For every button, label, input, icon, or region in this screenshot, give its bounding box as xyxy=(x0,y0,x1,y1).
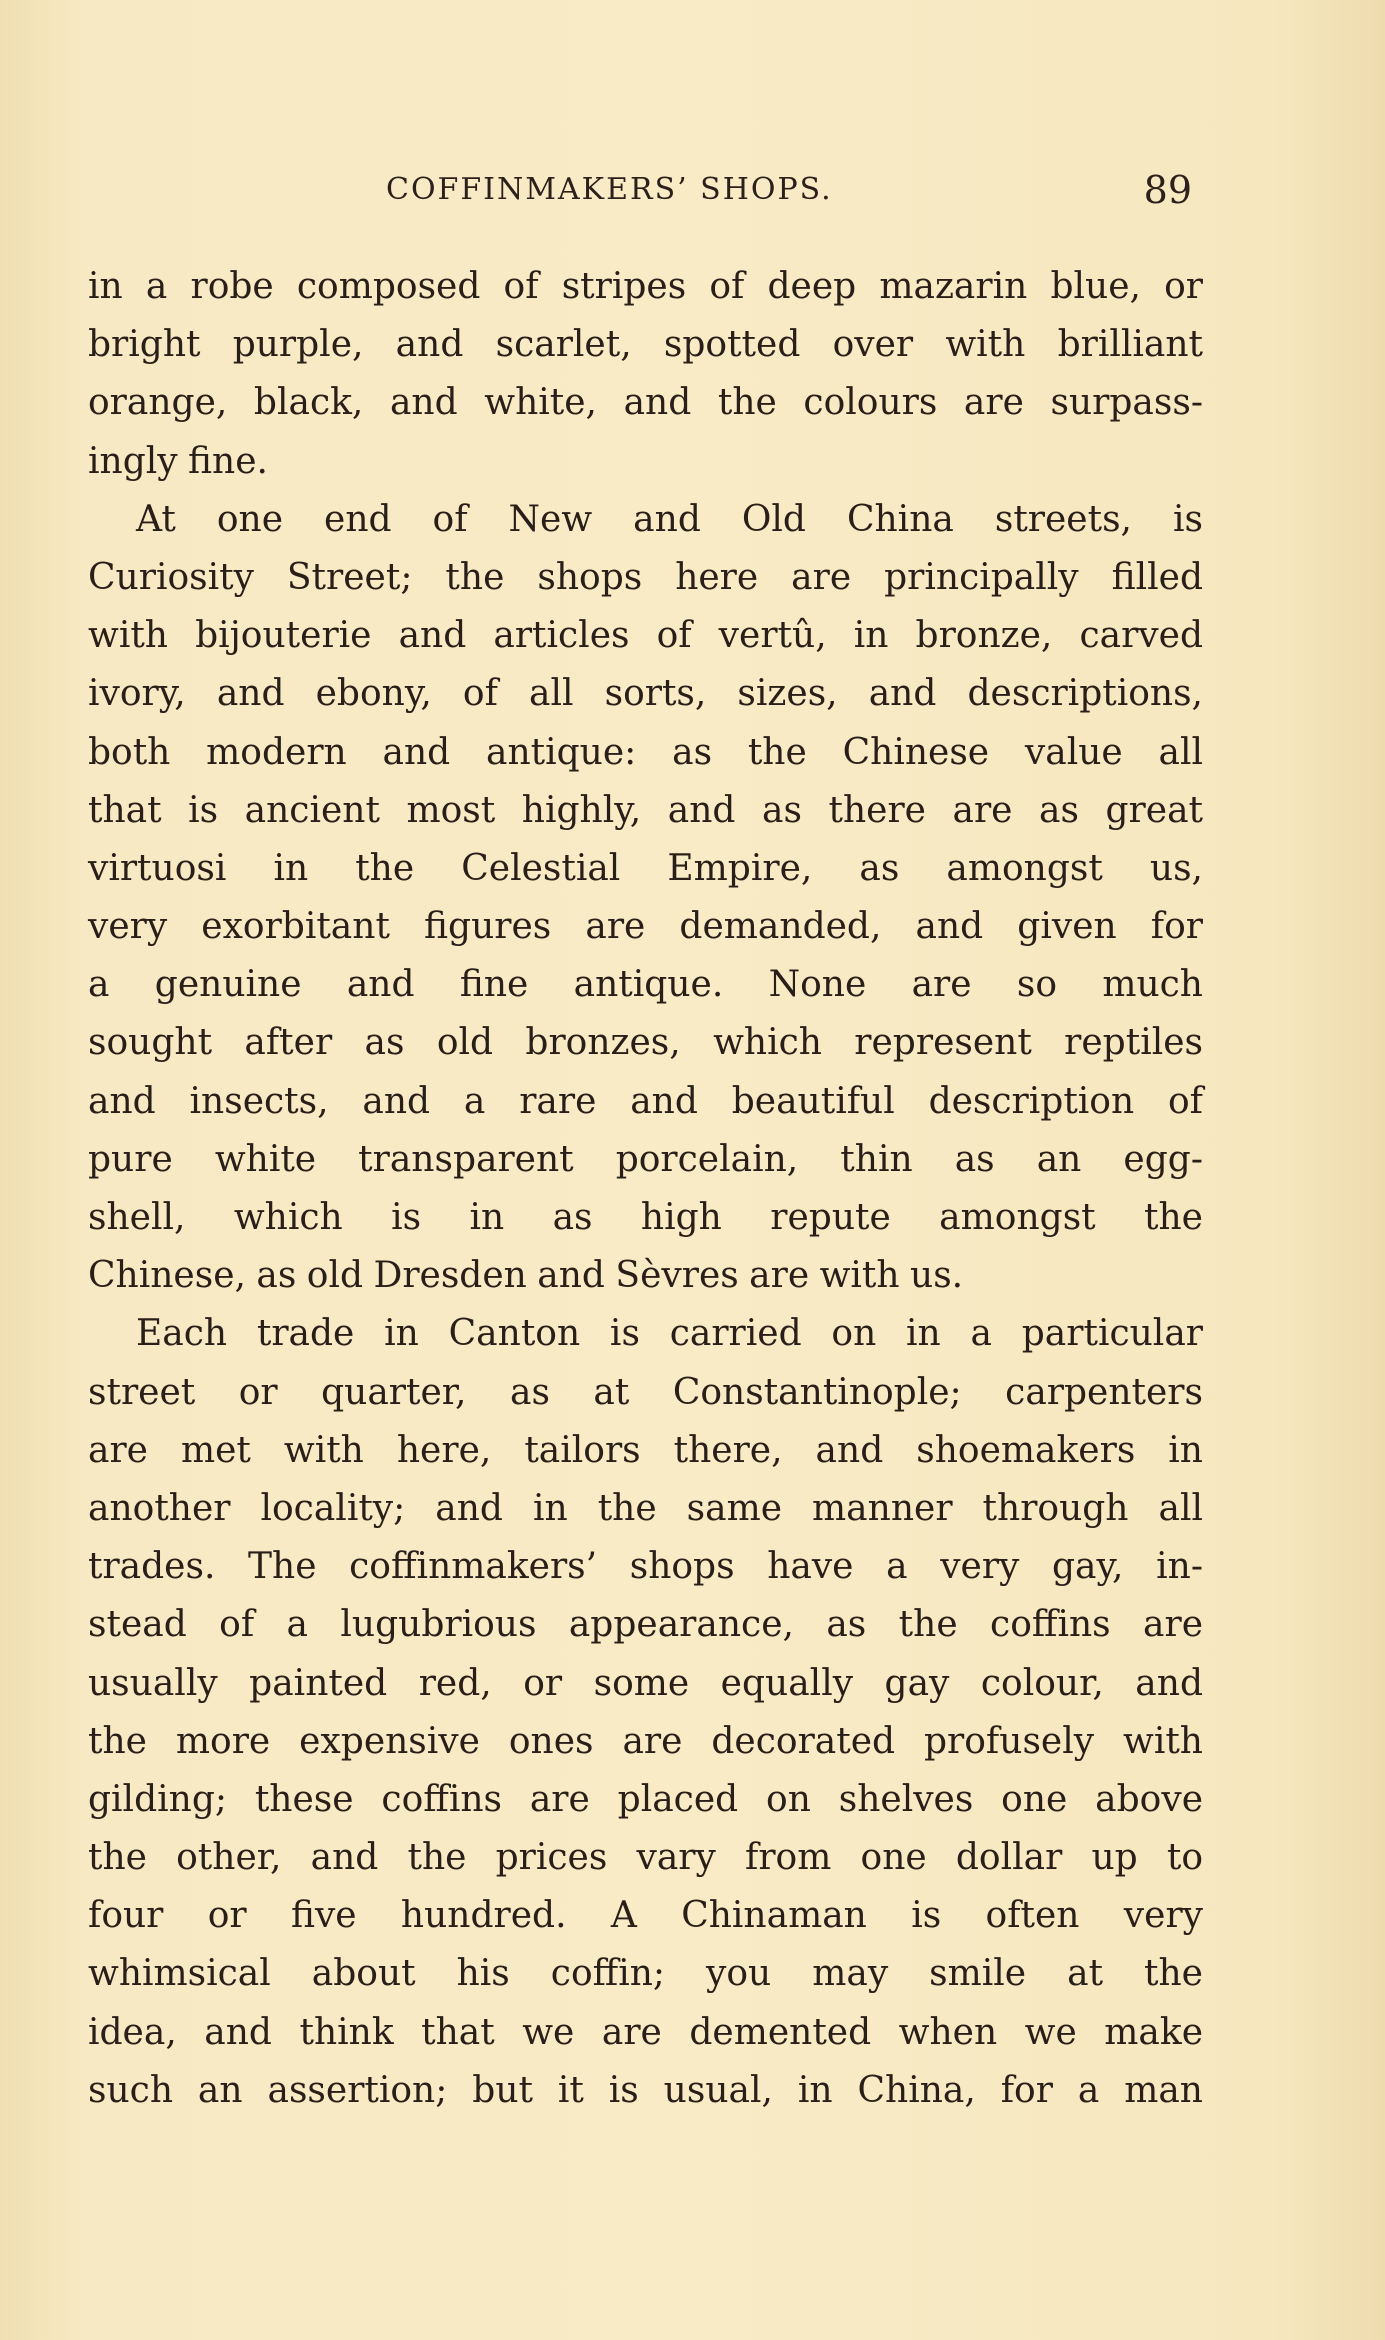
text-line: Chinese, as old Dresden and Sèvres are with us. xyxy=(88,1255,964,1297)
text-line: in a robe composed of stripes of deep mazarin blue, or xyxy=(88,266,1203,307)
text-line: gilding; these coffins are placed on shelves one above xyxy=(88,1778,1203,1820)
text-line: Each trade in Canton is carried on in a particular xyxy=(136,1313,1203,1355)
text-line: and insects, and a rare and beautiful description of xyxy=(88,1080,1203,1122)
text-line: sought after as old bronzes, which represent reptiles xyxy=(88,1022,1203,1064)
text-line: with bijouterie and articles of vertû, in bronze, carved xyxy=(88,615,1203,657)
text-line: the other, and the prices vary from one dollar up to xyxy=(88,1837,1203,1879)
body-text xyxy=(88,258,1203,2120)
text-line: four or five hundred. A Chinaman is often very xyxy=(88,1895,1203,1937)
text-line: both modern and antique: as the Chinese value all xyxy=(88,731,1203,773)
text-line: whimsical about his coffin; you may smile at the xyxy=(88,1953,1203,1995)
text-line: virtuosi in the Celestial Empire, as amongst us, xyxy=(88,847,1203,889)
text-line: very exorbitant figures are demanded, and given for xyxy=(88,906,1203,948)
text-line: such an assertion; but it is usual, in China, for a man xyxy=(88,2069,1203,2111)
running-title: COFFINMAKERS’ SHOPS. xyxy=(386,172,833,207)
text-line: trades. The coffinmakers’ shops have a very gay, in- xyxy=(88,1546,1203,1588)
text-line: bright purple, and scarlet, spotted over with brilliant xyxy=(88,324,1203,366)
text-line: orange, black, and white, and the colours are surpass- xyxy=(88,382,1203,424)
text-line: a genuine and fine antique. None are so much xyxy=(88,964,1203,1006)
text-line: ingly fine. xyxy=(88,440,268,482)
text-line: At one end of New and Old China streets, is xyxy=(136,498,1203,540)
text-line: the more expensive ones are decorated profusely with xyxy=(88,1720,1203,1762)
page-number: 89 xyxy=(1143,168,1192,212)
text-line: that is ancient most highly, and as there are as great xyxy=(88,789,1203,831)
text-line: street or quarter, as at Constantinople; carpenters xyxy=(88,1371,1203,1413)
text-line: usually painted red, or some equally gay colour, and xyxy=(88,1662,1203,1704)
text-line: ivory, and ebony, of all sorts, sizes, and descriptions, xyxy=(88,673,1203,715)
text-line: stead of a lugubrious appearance, as the coffins are xyxy=(88,1604,1203,1646)
page-header xyxy=(88,168,1208,218)
text-line: Curiosity Street; the shops here are principally filled xyxy=(88,556,1203,598)
text-line: pure white transparent porcelain, thin as an egg- xyxy=(88,1138,1203,1180)
text-line: idea, and think that we are demented when we make xyxy=(88,2011,1203,2053)
text-line: shell, which is in as high repute amongst the xyxy=(88,1197,1203,1238)
text-line: are met with here, tailors there, and shoemakers in xyxy=(88,1429,1203,1471)
text-line: another locality; and in the same manner through all xyxy=(88,1487,1203,1529)
